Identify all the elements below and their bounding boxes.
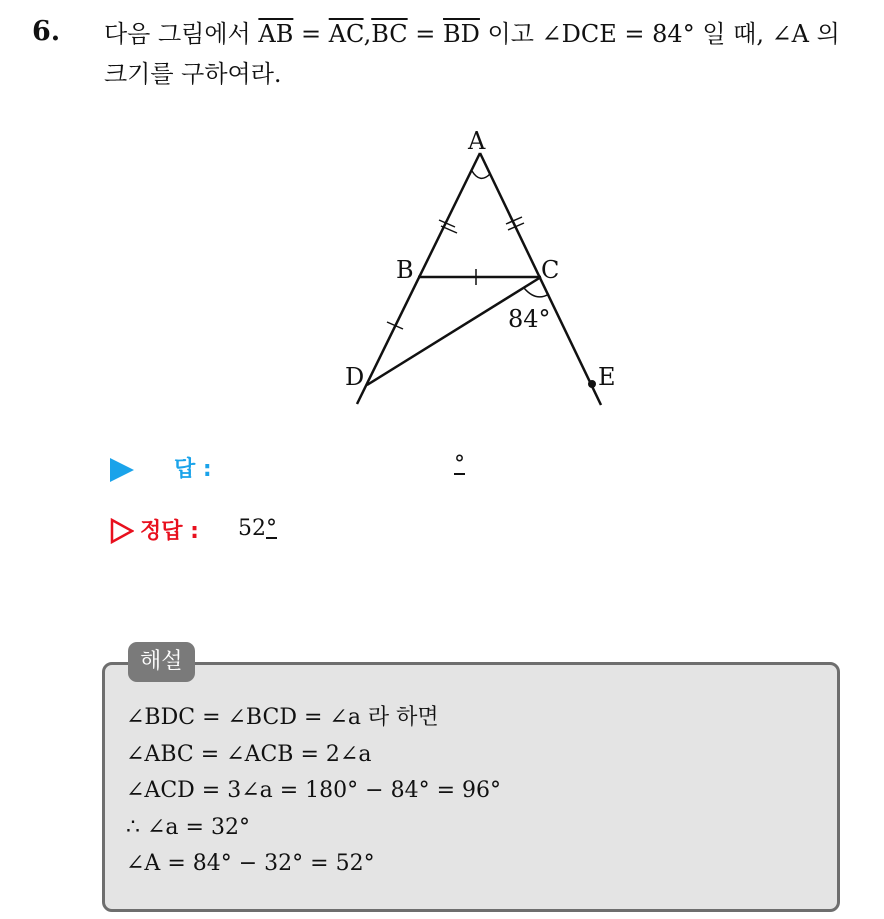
- label-e: E: [598, 363, 616, 391]
- correct-answer-row: [110, 512, 610, 552]
- explanation-lines: [126, 700, 501, 883]
- explanation-line-2: ∠ABC = ∠ACB = 2∠a: [126, 741, 372, 767]
- line-ad: [357, 153, 480, 404]
- explanation-tab: 해설: [128, 642, 195, 682]
- angle-label: 84°: [508, 305, 551, 333]
- correct-answer-number: 52: [238, 516, 266, 541]
- play-triangle-icon: [110, 458, 134, 482]
- correct-answer-label: 정답 :: [140, 519, 199, 544]
- question-text: [104, 14, 864, 94]
- angle-a-arc: [472, 171, 490, 178]
- outline-triangle-icon: [110, 518, 134, 544]
- question-number: 6.: [32, 16, 61, 47]
- correct-answer-value: [238, 516, 277, 541]
- equals-sign-1: =: [293, 20, 329, 48]
- label-a: A: [468, 127, 486, 155]
- segment-bd: $\overline{BD}$: [443, 20, 480, 48]
- answer-row: [110, 450, 610, 490]
- segment-ac: $\overline{AC}$: [328, 20, 364, 48]
- triangle-figure: [330, 120, 630, 420]
- explanation-line-1: ∠BDC = ∠BCD = ∠a 라 하면: [126, 705, 439, 730]
- segment-bc: $\overline{BC}$: [371, 20, 408, 48]
- point-e-dot: [588, 380, 596, 388]
- label-d: D: [345, 363, 365, 391]
- correct-answer-unit: °: [266, 516, 277, 541]
- explanation-line-5: ∠A = 84° − 32° = 52°: [126, 851, 375, 876]
- question-text-middle: 이고 ∠DCE = 84° 일 때, ∠A 의 크기를 구하여라.: [104, 20, 840, 88]
- explanation-line-4: ∴ ∠a = 32°: [126, 814, 250, 840]
- answer-unit: °: [454, 452, 465, 477]
- answer-label: 답 :: [174, 457, 212, 482]
- equals-sign-2: =: [407, 20, 444, 48]
- label-b: B: [396, 256, 414, 284]
- label-c: C: [541, 256, 560, 284]
- question-text-prefix: 다음 그림에서: [104, 20, 259, 48]
- explanation-line-3: ∠ACD = 3∠a = 180° − 84° = 96°: [126, 778, 501, 803]
- segment-ab: $\overline{AB}$: [258, 20, 294, 48]
- comma: ,: [363, 20, 372, 48]
